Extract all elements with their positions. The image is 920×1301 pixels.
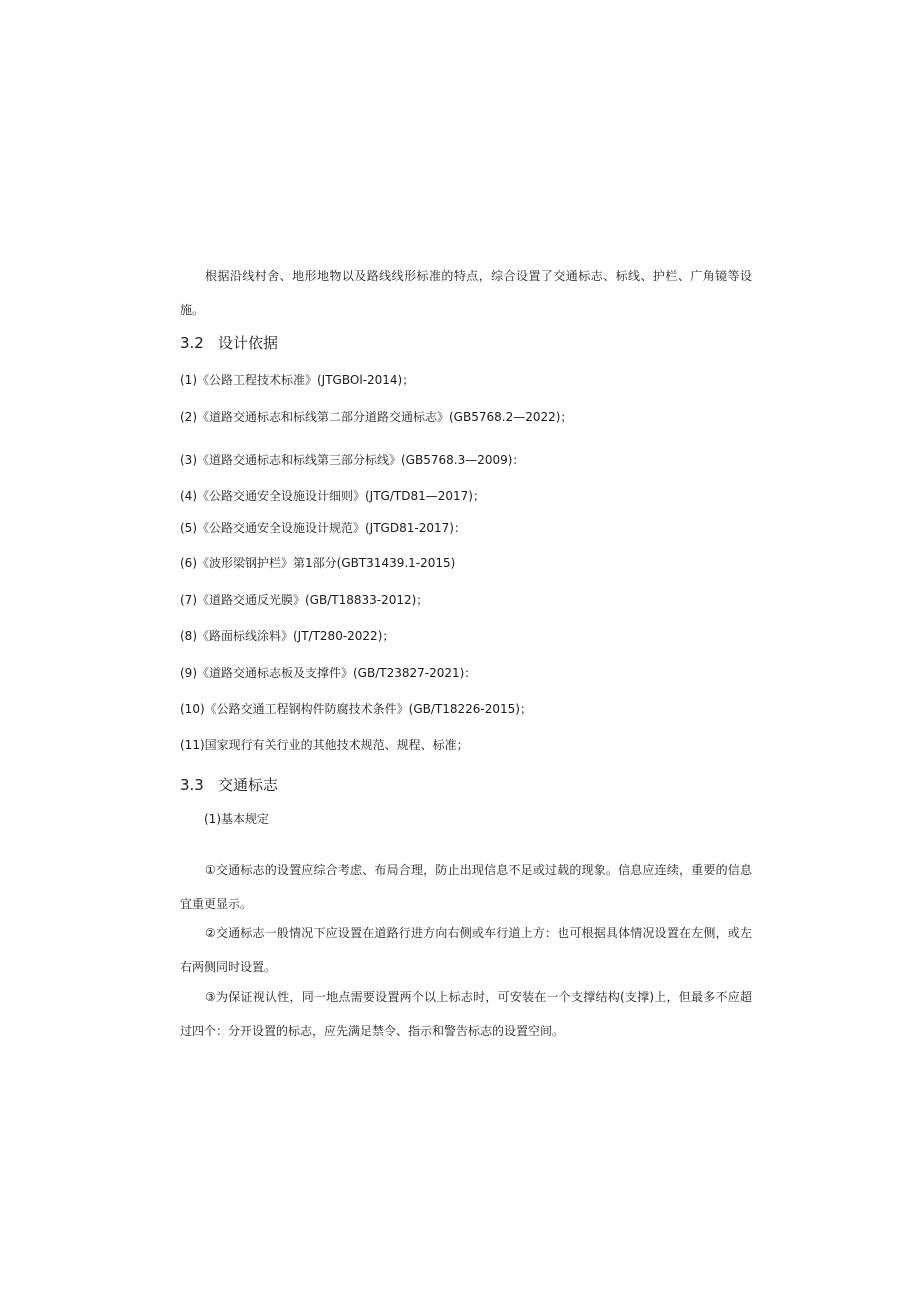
reference-item: (9)《道路交通标志板及支撑件》(GB/T23827-2021)： [180,666,477,680]
reference-item: (3)《道路交通标志和标线第三部分标线》(GB5768.3—2009)： [180,453,525,467]
reference-item: (6)《波形梁钢护栏》第1部分(GBT31439.1-2015) [180,556,456,570]
reference-item: (10)《公路交通工程钢构件防腐技术条件》(GB/T18226-2015)； [180,702,532,716]
reference-item: (7)《道路交通反光膜》(GB/T18833-2012)； [180,593,429,607]
reference-item: (5)《公路交通安全设施设计规范》(JTGD81-2017)： [180,521,466,535]
rule-paragraph: ②交通标志一般情况下应设置在道路行进方向右侧或车行道上方：也可根据具体情况设置在左侧，或左右两侧同时设置。 [180,926,752,974]
section-number: 3.3 [180,776,204,794]
reference-item: (11)国家现行有关行业的其他技术规范、规程、标准； [180,738,469,752]
reference-item: (4)《公路交通安全设施设计细则》(JTG/TD81—2017)； [180,489,485,503]
section-heading-3-2 [180,333,278,353]
intro-paragraph: 根据沿线村舍、地形地物以及路线线形标准的特点，综合设置了交通标志、标线、护栏、广角镜等设施。 [180,269,752,317]
basic-rules-label: (1)基本规定 [204,812,269,826]
section-number: 3.2 [180,334,204,352]
reference-item: (1)《公路工程技术标准》(JTGBOl-2014)； [180,373,415,387]
rule-paragraph: ①交通标志的设置应综合考虑、布局合理，防止出现信息不足或过载的现象。信息应连续，重要的信息宜重更显示。 [180,863,752,911]
rule-paragraph: ③为保证视认性，同一地点需要设置两个以上标志时，可安装在一个支撑结构(支撑)上，但最多不应超过四个：分开设置的标志，应先满足禁令、指示和警告标志的设置空间。 [180,990,753,1038]
section-title: 设计依据 [218,334,279,352]
section-heading-3-3 [180,775,278,795]
reference-item: (2)《道路交通标志和标线第二部分道路交通标志》(GB5768.2—2022)； [180,410,573,424]
reference-item: (8)《路面标线涂料》(JT/T280-2022)； [180,629,395,643]
section-title: 交通标志 [218,776,279,794]
